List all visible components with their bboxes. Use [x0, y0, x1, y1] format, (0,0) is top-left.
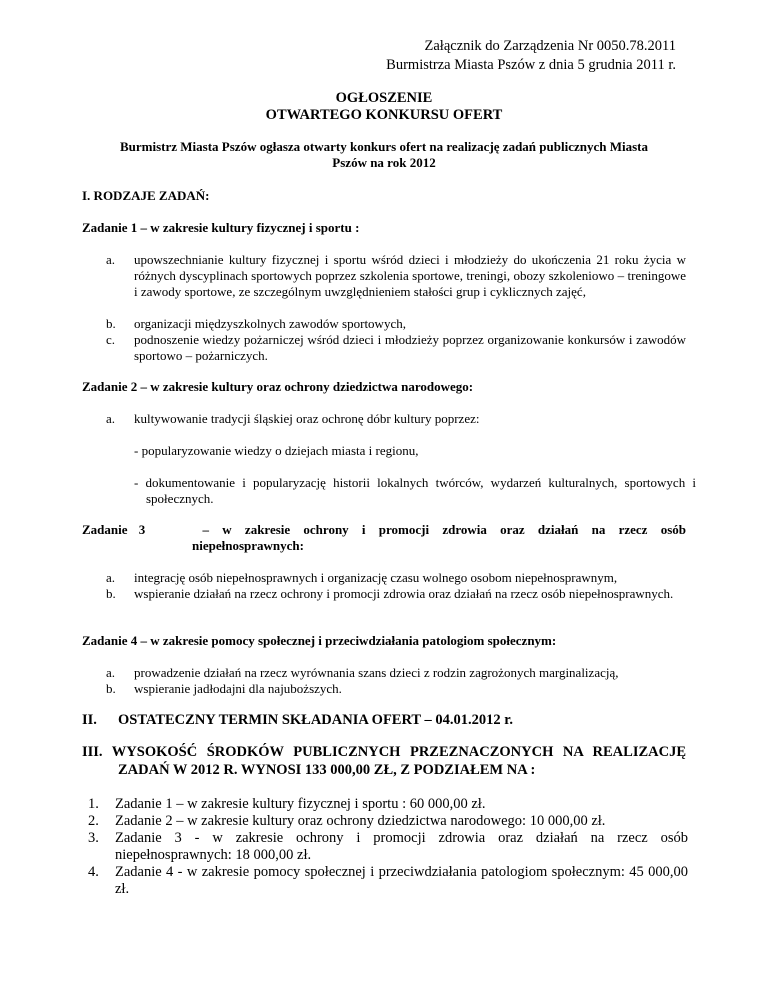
task1-item-c-marker: c.	[106, 332, 116, 347]
task4-title: – w zakresie pomocy społecznej i przeciwdziałania patologiom społecznym:	[137, 633, 557, 648]
allocation-item-3	[88, 830, 688, 864]
task1-item-b-marker: b.	[106, 316, 116, 331]
task3-heading-line1	[82, 522, 686, 538]
annex-header-line2: Burmistrza Miasta Pszów z dnia 5 grudnia 2011 r.	[386, 57, 676, 73]
section3-heading-line1: III. WYSOKOŚĆ ŚRODKÓW PUBLICZNYCH PRZEZNACZONYCH NA REALIZACJĘ	[82, 744, 686, 760]
task2-subitem-2: - dokumentowanie i popularyzację historii lokalnych twórców, wydarzeń kulturalnych, sportowych i społecznych.	[134, 475, 696, 506]
section2-text: OSTATECZNY TERMIN SKŁADANIA OFERT – 04.01.2012 r.	[118, 712, 513, 728]
allocation-item-1-text: Zadanie 1 – w zakresie kultury fizycznej i sportu : 60 000,00 zł.	[115, 796, 486, 812]
task4-item-a	[106, 665, 686, 681]
section2-marker: II.	[82, 712, 97, 728]
allocation-item-3-text: Zadanie 3 - w zakresie ochrony i promocji zdrowia oraz działań na rzecz osób niepełnosprawnych: 18 000,00 zł.	[115, 830, 688, 863]
allocation-item-4-marker: 4.	[88, 864, 99, 880]
task3-title-line1: – w zakresie ochrony i promocji zdrowia oraz działań na rzecz osób	[202, 522, 686, 537]
task1-title: – w zakresie kultury fizycznej i sportu :	[137, 220, 360, 235]
task1-item-a-text: upowszechnianie kultury fizycznej i sportu wśród dzieci i młodzieży do ukończenia 21 roku życia w różnych dyscyplinach sportowych poprzez szkolenia sportowe, treningi, obozy szkoleniowo – treningowe i zawody sportowe, ze szczególnym uwzględnieniem stałości grup i cyklicznych zajęć,	[134, 252, 686, 299]
task3-item-b	[106, 586, 686, 602]
section2-heading	[82, 712, 513, 729]
allocation-item-1-marker: 1.	[88, 796, 99, 812]
allocation-item-4-text: Zadanie 4 - w zakresie pomocy społecznej i przeciwdziałania patologiom społecznym: 45 000,00 zł.	[115, 864, 688, 897]
task3-item-a-text: integrację osób niepełnosprawnych i organizację czasu wolnego osobom niepełnosprawnym,	[134, 570, 618, 585]
allocation-item-2-marker: 2.	[88, 813, 99, 829]
task4-heading	[82, 633, 556, 649]
task1-item-a-marker: a.	[106, 252, 116, 267]
task2-item-a-text: kultywowanie tradycji śląskiej oraz ochronę dóbr kultury poprzez:	[134, 411, 480, 426]
section3-heading-line2: ZADAŃ W 2012 R. WYNOSI 133 000,00 ZŁ, Z PODZIAŁEM NA :	[118, 762, 536, 778]
allocation-item-3-marker: 3.	[88, 830, 99, 846]
task1-label: Zadanie 1	[82, 220, 138, 235]
task2-title: – w zakresie kultury oraz ochrony dziedzictwa narodowego:	[137, 379, 474, 394]
intro-line2: Pszów na rok 2012	[332, 155, 436, 170]
intro-line1: Burmistrz Miasta Pszów ogłasza otwarty konkurs ofert na realizację zadań publicznych Miasta	[119, 139, 648, 154]
task4-item-a-marker: a.	[106, 665, 116, 680]
task1-item-b	[106, 316, 686, 332]
task3-item-a-marker: a.	[106, 570, 116, 585]
task2-item-a	[106, 411, 686, 427]
task4-item-b	[106, 681, 686, 697]
section1-heading: I. RODZAJE ZADAŃ:	[82, 188, 210, 203]
task2-label: Zadanie 2	[82, 379, 138, 394]
task4-item-b-marker: b.	[106, 681, 116, 696]
task3-label: Zadanie 3	[82, 522, 146, 537]
task1-item-b-text: organizacji międzyszkolnych zawodów sportowych,	[134, 316, 406, 331]
allocation-item-2	[88, 813, 688, 830]
task3-item-b-text: wspieranie działań na rzecz ochrony i promocji zdrowia oraz działań na rzecz osób niepełnosprawnych.	[134, 586, 674, 601]
task2-item-a-marker: a.	[106, 411, 116, 426]
task3-item-a	[106, 570, 686, 586]
task4-item-b-text: wspieranie jadłodajni dla najuboższych.	[134, 681, 342, 696]
task1-item-c-text: podnoszenie wiedzy pożarniczej wśród dzieci i młodzieży poprzez organizowanie konkursów i zawodów sportowo – pożarniczych.	[134, 332, 686, 363]
task1-item-a	[106, 252, 686, 300]
document-title-line1: OGŁOSZENIE	[335, 90, 433, 106]
task2-subitem-1: - popularyzowanie wiedzy o dziejach miasta i regionu,	[134, 443, 419, 458]
task4-item-a-text: prowadzenie działań na rzecz wyrównania szans dzieci z rodzin zagrożonych marginalizacją,	[134, 665, 619, 680]
task1-item-c	[106, 332, 686, 364]
document-title-line2: OTWARTEGO KONKURSU OFERT	[265, 107, 503, 123]
allocation-item-4	[88, 864, 688, 898]
allocation-item-1	[88, 796, 688, 813]
task4-label: Zadanie 4	[82, 633, 138, 648]
task1-heading	[82, 220, 359, 236]
task2-heading	[82, 379, 473, 395]
allocation-item-2-text: Zadanie 2 – w zakresie kultury oraz ochrony dziedzictwa narodowego: 10 000,00 zł.	[115, 813, 606, 829]
annex-header-line1: Załącznik do Zarządzenia Nr 0050.78.2011	[424, 38, 676, 54]
task3-title-line2: niepełnosprawnych:	[192, 538, 304, 553]
task3-item-b-marker: b.	[106, 586, 116, 601]
